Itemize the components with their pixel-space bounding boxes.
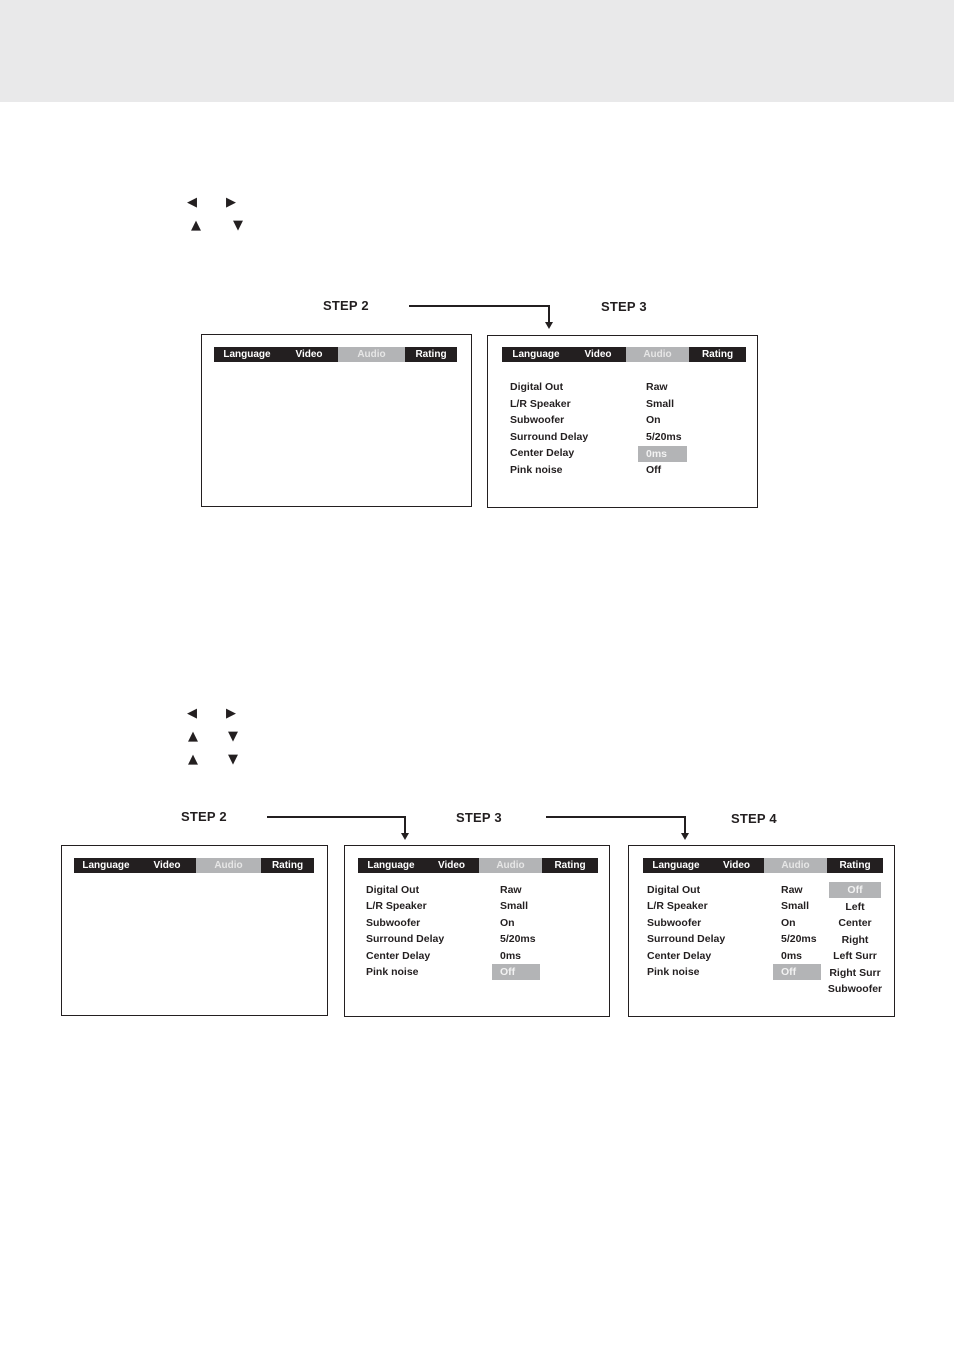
right-arrow-icon: ▶ — [226, 195, 236, 210]
setting-value-lr-speaker[interactable]: Small — [646, 398, 675, 410]
setting-label-center-delay: Center Delay — [366, 950, 431, 962]
pink-noise-option[interactable]: Left Surr — [833, 950, 877, 962]
setting-value-subwoofer[interactable]: On — [646, 414, 661, 426]
setting-label-subwoofer: Subwoofer — [366, 917, 421, 929]
tab-rating[interactable]: Rating — [271, 860, 304, 871]
down-arrow-icon: ▼ — [233, 218, 243, 233]
setting-value-pink-noise[interactable]: Off — [646, 464, 662, 476]
setting-value-digital-out[interactable]: Raw — [646, 381, 668, 393]
menu-bar — [643, 858, 883, 873]
tab-language[interactable]: Language — [82, 860, 130, 871]
left-arrow-icon: ◀ — [187, 195, 197, 210]
setting-value-surround-delay[interactable]: 5/20ms — [500, 933, 536, 945]
tab-audio[interactable]: Audio — [626, 347, 689, 362]
setting-label-surround-delay: Surround Delay — [366, 933, 445, 945]
pink-noise-option[interactable]: Left — [845, 901, 865, 913]
setting-value-subwoofer[interactable]: On — [500, 917, 515, 929]
step-3-label: STEP 3 — [601, 299, 647, 314]
setting-label-lr-speaker: L/R Speaker — [647, 900, 708, 912]
pink-noise-option[interactable]: Right Surr — [829, 967, 881, 979]
step-connector-drop — [684, 816, 686, 833]
setting-label-digital-out: Digital Out — [510, 381, 564, 393]
setting-label-surround-delay: Surround Delay — [510, 431, 589, 443]
setting-label-digital-out: Digital Out — [647, 884, 701, 896]
setting-label-subwoofer: Subwoofer — [647, 917, 702, 929]
setting-value-digital-out[interactable]: Raw — [500, 884, 522, 896]
step-connector-line — [267, 816, 406, 818]
step-4-label: STEP 4 — [731, 811, 777, 826]
step-2-label: STEP 2 — [323, 298, 369, 313]
connector-arrowhead-icon — [545, 322, 553, 329]
setting-label-pink-noise: Pink noise — [647, 966, 700, 978]
osd-screen-step3-b — [344, 845, 610, 1017]
setting-label-pink-noise: Pink noise — [366, 966, 419, 978]
tab-audio[interactable]: Audio — [764, 858, 827, 873]
step-connector-line — [409, 305, 550, 307]
up-arrow-icon: ▲ — [188, 752, 198, 767]
setting-value-center-delay[interactable]: 0ms — [781, 950, 803, 962]
setting-label-center-delay: Center Delay — [647, 950, 712, 962]
tab-rating[interactable]: Rating — [701, 349, 734, 360]
down-arrow-icon: ▼ — [228, 729, 238, 744]
pink-noise-option[interactable]: Center — [838, 917, 872, 929]
setting-value-center-delay[interactable]: 0ms — [500, 950, 522, 962]
tab-video[interactable]: Video — [437, 860, 466, 871]
setting-label-center-delay: Center Delay — [510, 447, 575, 459]
osd-screen-step4 — [628, 845, 895, 1017]
setting-value-pink-noise-active[interactable]: Off — [773, 964, 821, 980]
setting-value-lr-speaker[interactable]: Small — [781, 900, 810, 912]
setting-value-surround-delay[interactable]: 5/20ms — [646, 431, 682, 443]
setting-value-digital-out[interactable]: Raw — [781, 884, 803, 896]
tab-audio[interactable]: Audio — [338, 347, 405, 362]
setting-value-pink-noise-selected[interactable]: Off — [492, 964, 540, 980]
menu-bar — [358, 858, 598, 873]
pink-noise-option[interactable]: Right — [841, 934, 869, 946]
right-arrow-icon: ▶ — [226, 706, 236, 721]
setting-label-lr-speaker: L/R Speaker — [366, 900, 427, 912]
tab-language[interactable]: Language — [367, 860, 415, 871]
setting-label-surround-delay: Surround Delay — [647, 933, 726, 945]
tab-language[interactable]: Language — [652, 860, 700, 871]
tab-language[interactable]: Language — [223, 349, 271, 360]
page-header-band — [0, 0, 954, 102]
setting-label-digital-out: Digital Out — [366, 884, 420, 896]
up-arrow-icon: ▲ — [188, 729, 198, 744]
step-2-label: STEP 2 — [181, 809, 227, 824]
down-arrow-icon: ▼ — [228, 752, 238, 767]
tab-audio[interactable]: Audio — [479, 858, 542, 873]
step-connector-drop — [548, 305, 550, 322]
setting-value-center-delay-selected[interactable]: 0ms — [638, 446, 687, 462]
menu-bar — [214, 347, 457, 362]
pink-noise-option[interactable]: Subwoofer — [827, 983, 883, 995]
step-connector-line — [546, 816, 686, 818]
osd-screen-step2-b — [61, 845, 328, 1016]
step-3-label: STEP 3 — [456, 810, 502, 825]
connector-arrowhead-icon — [681, 833, 689, 840]
tab-rating[interactable]: Rating — [839, 860, 871, 871]
tab-video[interactable]: Video — [153, 860, 181, 871]
tab-language[interactable]: Language — [512, 349, 560, 360]
tab-rating[interactable]: Rating — [415, 349, 447, 360]
osd-screen-step2-a — [201, 334, 472, 507]
up-arrow-icon: ▲ — [191, 218, 201, 233]
tab-audio[interactable]: Audio — [196, 858, 261, 873]
setting-label-pink-noise: Pink noise — [510, 464, 563, 476]
setting-label-lr-speaker: L/R Speaker — [510, 398, 571, 410]
pink-noise-option-selected[interactable]: Off — [829, 882, 881, 898]
menu-bar — [502, 347, 746, 362]
setting-label-subwoofer: Subwoofer — [510, 414, 565, 426]
tab-video[interactable]: Video — [295, 349, 323, 360]
osd-screen-step3-a — [487, 335, 758, 508]
left-arrow-icon: ◀ — [187, 706, 197, 721]
tab-video[interactable]: Video — [584, 349, 612, 360]
setting-value-surround-delay[interactable]: 5/20ms — [781, 933, 817, 945]
step-connector-drop — [404, 816, 406, 833]
setting-value-lr-speaker[interactable]: Small — [500, 900, 529, 912]
tab-video[interactable]: Video — [722, 860, 751, 871]
menu-bar — [74, 858, 314, 873]
tab-rating[interactable]: Rating — [554, 860, 586, 871]
setting-value-subwoofer[interactable]: On — [781, 917, 796, 929]
connector-arrowhead-icon — [401, 833, 409, 840]
